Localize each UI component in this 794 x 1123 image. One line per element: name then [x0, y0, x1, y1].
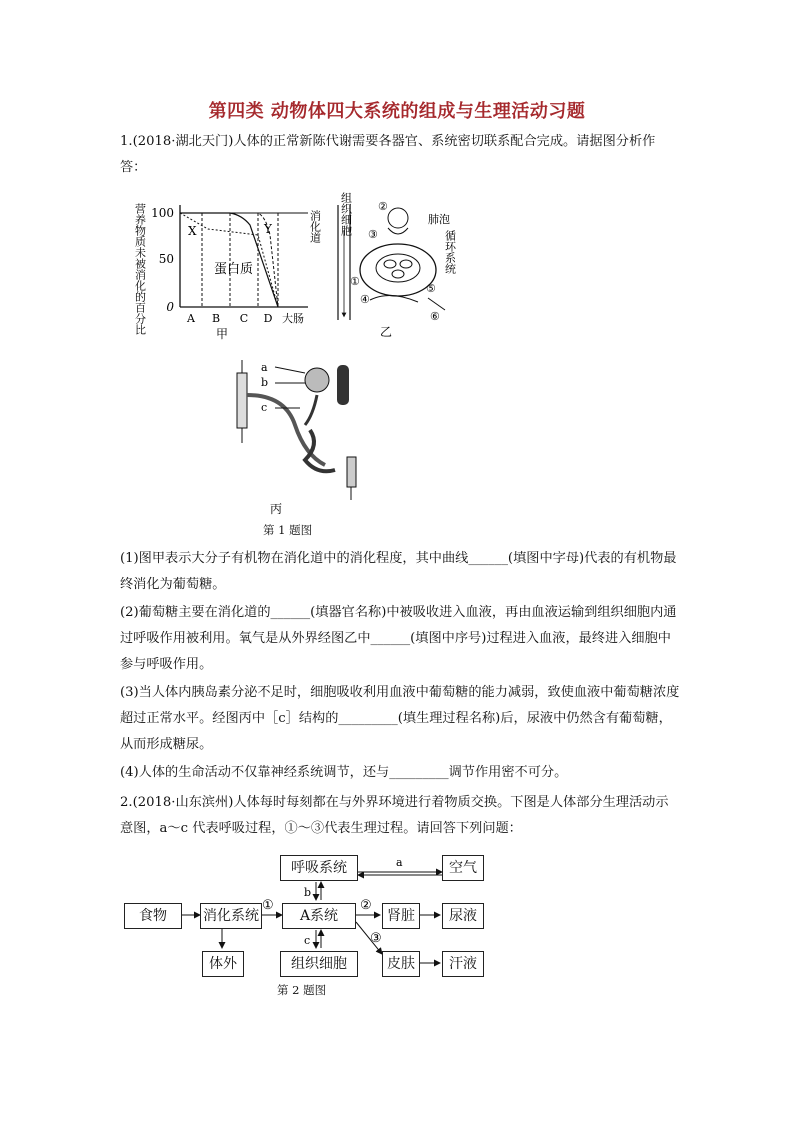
- yi-process-4: ④: [360, 293, 370, 306]
- figure-bing: [225, 355, 375, 520]
- jia-xtick-2: C: [239, 312, 249, 325]
- bing-label-c: c: [261, 401, 268, 414]
- figure2-caption: 第 2 题图: [277, 983, 327, 997]
- q1-sub1: (1)图甲表示大分子有机物在消化道中的消化程度，其中曲线______(填图中字母)代表的有机物最终消化为葡萄糖。: [120, 551, 677, 592]
- jia-caption: 甲: [216, 327, 229, 341]
- bing-label-b: b: [261, 376, 269, 389]
- jia-curve-y-label: Y: [264, 222, 272, 236]
- q1-sub2: (2)葡萄糖主要在消化道的______(填器官名称)中被吸收进入血液，再由血液运输到组织细胞内通过呼吸作用被利用。氧气是从外界经图乙中______(填图中序号)过程进入血液，最终进入细胞中参与呼吸作用。: [120, 605, 677, 672]
- edge-label-1: ①: [262, 898, 274, 913]
- yi-process-5: ⑤: [426, 282, 436, 295]
- bing-caption: 丙: [270, 502, 283, 516]
- yi-process-6: ⑥: [430, 310, 440, 323]
- yi-circulation-label: 循环系统: [443, 230, 457, 274]
- box-digestive: 消化系统: [200, 903, 262, 929]
- jia-xtick-4: 大肠: [282, 312, 304, 325]
- yi-tissue-label: 组织细胞: [339, 192, 353, 236]
- yi-process-3: ③: [368, 228, 378, 241]
- figure1-caption: 第 1 题图: [263, 523, 313, 537]
- box-kidney: 肾脏: [382, 903, 420, 929]
- jia-curve-x-label: X: [188, 224, 197, 238]
- edge-label-2: ②: [360, 898, 372, 913]
- jia-xtick-0: A: [187, 312, 195, 325]
- edge-label-c: c: [304, 934, 311, 947]
- box-urine: 尿液: [442, 903, 484, 929]
- edge-label-b: b: [304, 886, 312, 899]
- yi-process-1: ①: [350, 275, 360, 288]
- jia-protein-label: 蛋白质: [214, 262, 254, 277]
- jia-tick-50: 50: [158, 252, 174, 266]
- jia-xtick-1: B: [211, 312, 221, 325]
- box-sweat: 汗液: [442, 951, 484, 977]
- box-skin: 皮肤: [382, 951, 420, 977]
- q1-sub4: (4)人体的生命活动不仅靠神经系统调节，还与_________调节作用密不可分。: [120, 765, 568, 780]
- edge-label-a: a: [396, 856, 403, 869]
- bing-label-a: a: [261, 361, 268, 374]
- box-food: 食物: [124, 903, 182, 929]
- q2-intro: 2.(2018·山东滨州)人体每时每刻都在与外界环境进行着物质交换。下图是人体部分生理活动示意图，a～c 代表呼吸过程，①～③代表生理过程。请回答下列问题：: [120, 795, 669, 836]
- jia-xtick-3: D: [263, 312, 273, 325]
- figure-yi: [310, 190, 470, 340]
- box-tissue: 组织细胞: [280, 951, 358, 977]
- yi-digestive-label: 消化道: [308, 210, 322, 243]
- yi-caption: 乙: [380, 325, 393, 339]
- q1-intro: 1.(2018·湖北天门)人体的正常新陈代谢需要各器官、系统密切联系配合完成。请据图分析作答：: [120, 134, 656, 175]
- q1-sub3: (3)当人体内胰岛素分泌不足时，细胞吸收利用血液中葡萄糖的能力减弱，致使血液中葡萄糖浓度超过正常水平。经图丙中［c］结构的_________(填生理过程名称)后，尿液中仍然含有葡萄糖，从而形成糖尿。: [120, 685, 680, 752]
- edge-label-3: ③: [370, 931, 382, 946]
- box-air: 空气: [442, 855, 484, 881]
- yi-process-2: ②: [378, 200, 388, 213]
- figure-jia: [130, 195, 315, 345]
- jia-ylabel: 营养物质未被消化的百分比: [133, 203, 147, 335]
- jia-tick-0: 0: [166, 300, 174, 314]
- figure2-flowchart: [120, 852, 490, 992]
- yi-alveoli-label: 肺泡: [428, 213, 450, 226]
- box-outside: 体外: [202, 951, 244, 977]
- page-title: 第四类 动物体四大系统的组成与生理活动习题: [208, 101, 586, 122]
- box-respiratory: 呼吸系统: [280, 855, 358, 881]
- box-a-system: A系统: [282, 903, 356, 929]
- jia-tick-100: 100: [151, 206, 174, 220]
